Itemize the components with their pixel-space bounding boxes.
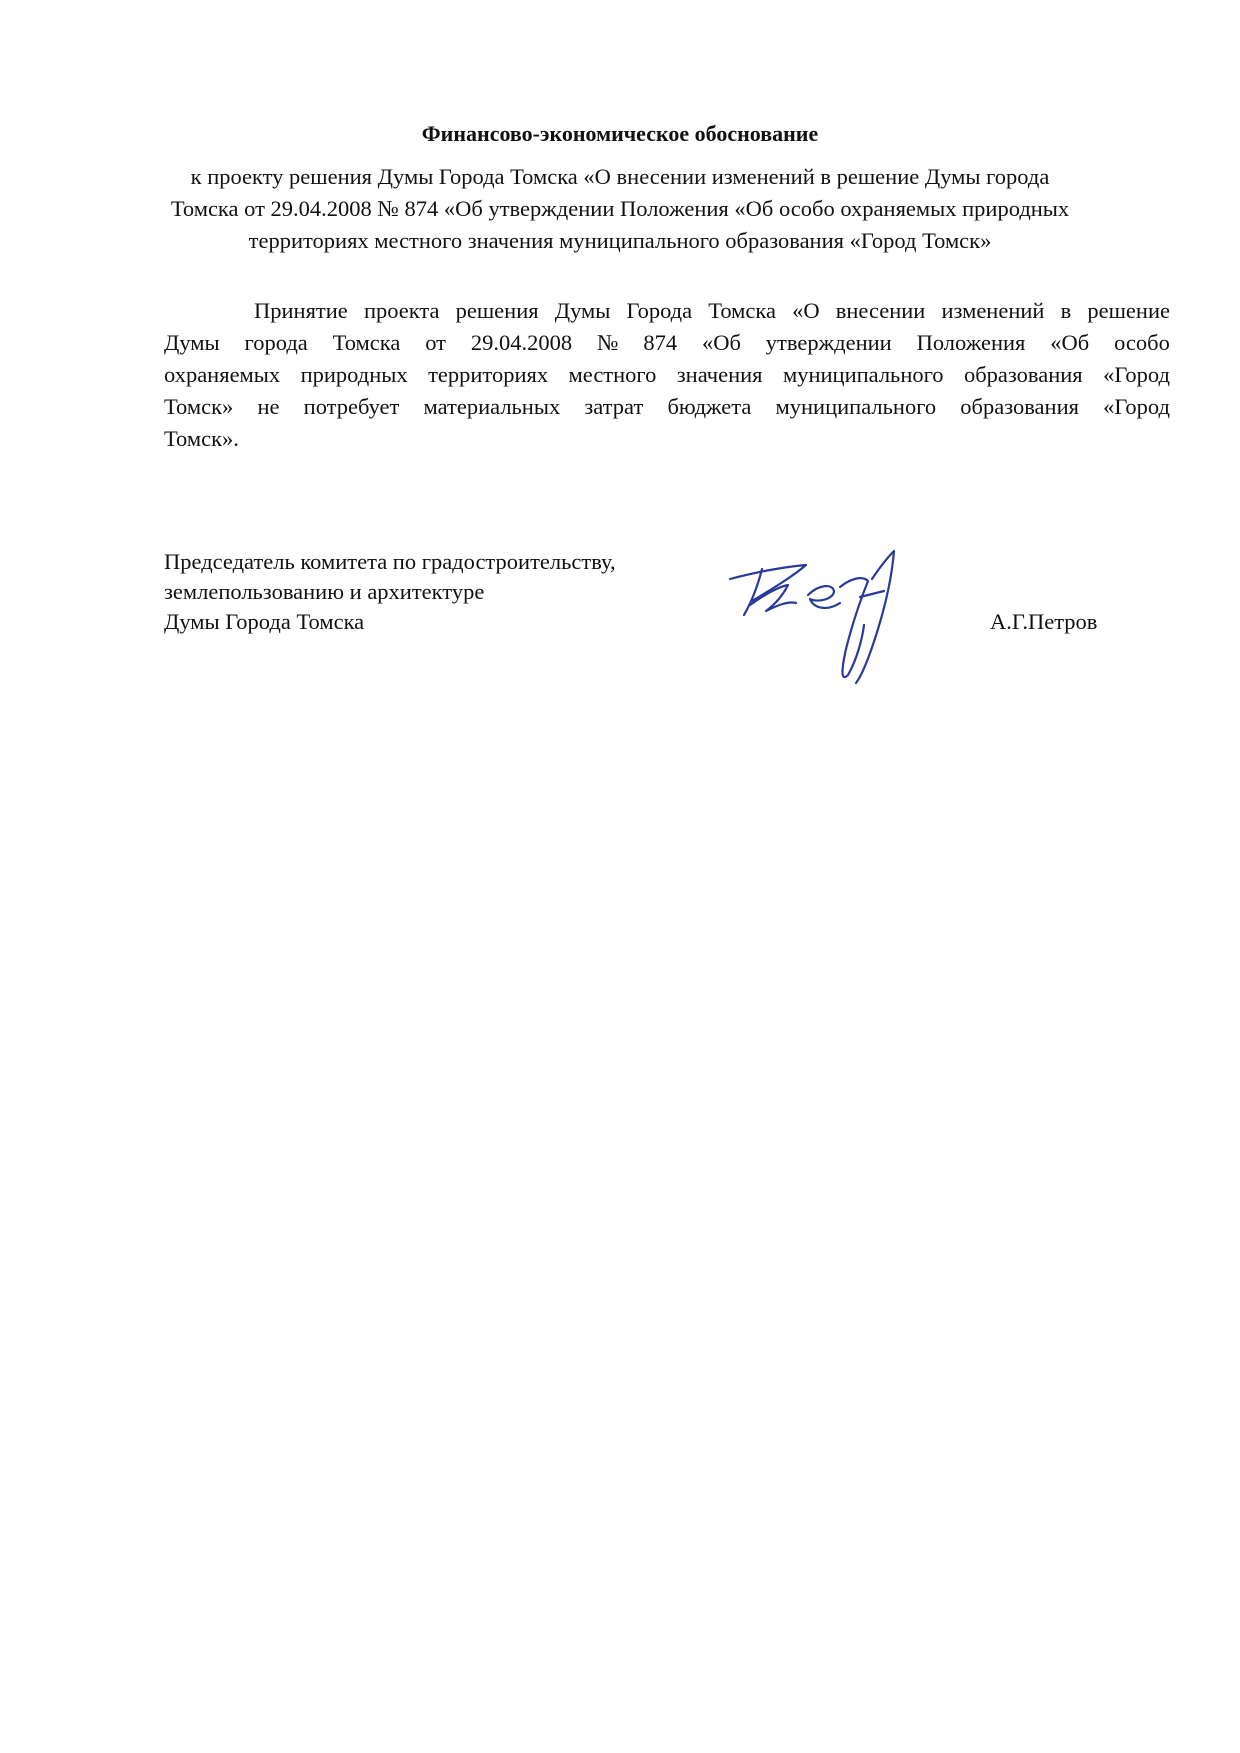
body-word: в: [1060, 298, 1072, 323]
body-word: особо: [1114, 330, 1170, 355]
body-word: изменений: [941, 298, 1045, 323]
body-line-text: [164, 391, 1170, 423]
body-word: Думы: [554, 298, 611, 323]
body-word: №: [597, 330, 619, 355]
body-word: утверждении: [765, 330, 892, 355]
body-word: проекта: [363, 298, 440, 323]
body-line: [164, 295, 1170, 327]
body-word: охраняемых: [164, 362, 281, 387]
body-word: города: [244, 330, 308, 355]
body-word: образования: [963, 362, 1083, 387]
body-word: потребует: [303, 394, 400, 419]
document-title: Финансово-экономическое обоснование: [421, 121, 819, 146]
document-subtitle: [140, 161, 1100, 257]
body-line-text: Томск».: [164, 426, 239, 451]
handwritten-signature: [722, 545, 922, 695]
signer-name: А.Г.Петров: [990, 609, 1098, 634]
body-word: муниципального: [782, 362, 944, 387]
body-word: от: [425, 330, 446, 355]
body-word: «Город: [1103, 394, 1170, 419]
signatory-position: [164, 547, 616, 637]
body-line: [164, 423, 1170, 455]
body-word: муниципального: [775, 394, 937, 419]
body-line: [164, 327, 1170, 359]
body-word: не: [257, 394, 280, 419]
signatory-line: Председатель комитета по градостроительству,: [164, 549, 616, 574]
body-word: «Об: [1050, 330, 1090, 355]
body-word: «Город: [1103, 362, 1170, 387]
body-word: образования: [960, 394, 1079, 419]
subtitle-line: территориях местного значения муниципального образования «Город Томск»: [248, 228, 992, 253]
body-word: «О: [792, 298, 820, 323]
subtitle-line: к проекту решения Думы Города Томска «О внесении изменений в решение Думы города: [190, 164, 1050, 189]
body-word: местного: [568, 362, 657, 387]
body-paragraph: [164, 295, 1170, 455]
body-word: материальных: [423, 394, 561, 419]
body-word: Томск»: [164, 394, 234, 419]
body-word: решение: [1087, 298, 1170, 323]
body-word: решения: [455, 298, 539, 323]
body-line-text: [164, 327, 1170, 359]
subtitle-line: Томска от 29.04.2008 № 874 «Об утверждении Положения «Об особо охраняемых природных: [170, 196, 1070, 221]
body-word: «Об: [701, 330, 741, 355]
body-word: 874: [643, 330, 678, 355]
body-line: [164, 359, 1170, 391]
body-word: территориях: [428, 362, 549, 387]
signatory-line: Думы Города Томска: [164, 609, 365, 634]
body-word: Думы: [164, 330, 220, 355]
body-word: бюджета: [667, 394, 752, 419]
body-word: значения: [676, 362, 763, 387]
signatory-line: землепользованию и архитектуре: [164, 579, 485, 604]
body-word: 29.04.2008: [470, 330, 573, 355]
body-line-text: [164, 359, 1170, 391]
body-line-text: [254, 295, 1170, 327]
body-word: Томска: [708, 298, 776, 323]
body-word: внесении: [835, 298, 926, 323]
body-word: Принятие: [254, 298, 348, 323]
body-word: Города: [626, 298, 693, 323]
body-word: природных: [300, 362, 408, 387]
body-line: [164, 391, 1170, 423]
body-word: затрат: [584, 394, 644, 419]
body-word: Положения: [916, 330, 1026, 355]
body-word: Томска: [332, 330, 401, 355]
